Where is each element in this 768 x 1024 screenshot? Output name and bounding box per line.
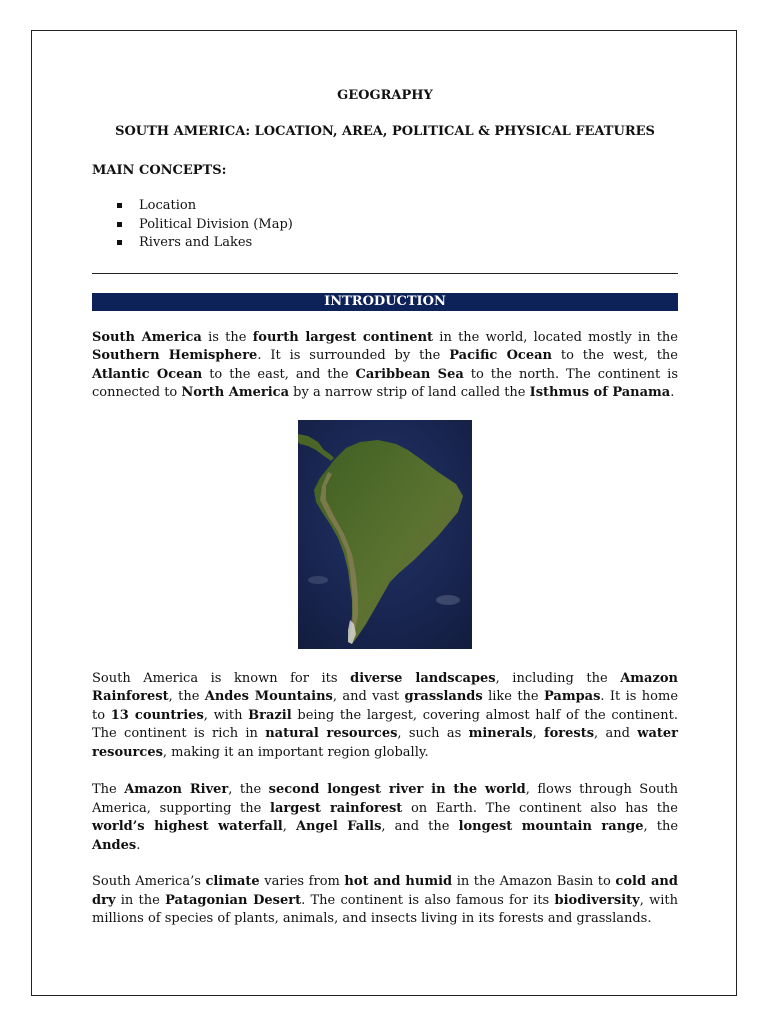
bold-term: Amazon Rainforest	[92, 670, 678, 704]
bold-term: cold and dry	[92, 874, 678, 908]
bold-term: Caribbean Sea	[355, 366, 464, 382]
horizontal-divider	[92, 273, 678, 274]
text-run: , with	[203, 707, 249, 723]
section-heading-bar: INTRODUCTION	[92, 293, 678, 311]
text-run: , making it an important region globally.	[162, 744, 429, 760]
text-run: , and vast	[332, 689, 405, 704]
text-run: ,	[282, 819, 296, 834]
bullet-icon	[117, 240, 122, 245]
bold-term: Pampas	[543, 689, 601, 704]
bold-term: South America	[92, 329, 202, 345]
paragraph	[92, 873, 678, 929]
text-run: , the	[643, 819, 679, 834]
bold-term: Angel Falls	[295, 819, 382, 834]
text-run: being the largest, covering almost half of the continent. The continent is rich in	[92, 707, 678, 741]
text-run: , and the	[381, 819, 459, 834]
paragraph	[92, 781, 678, 855]
bold-term: Brazil	[248, 707, 292, 723]
text-run: in the	[115, 892, 166, 908]
bold-term: hot and humid	[344, 874, 453, 889]
text-run: , including the	[495, 670, 621, 686]
list-item	[92, 234, 678, 253]
bold-term: biodiversity	[554, 892, 640, 908]
bold-term: Pacific Ocean	[449, 348, 552, 363]
concept-label: Rivers and Lakes	[139, 235, 253, 250]
bold-term: climate	[205, 874, 260, 889]
concept-label: Political Division (Map)	[139, 216, 293, 232]
south-america-satellite-map	[298, 420, 472, 649]
map-image	[298, 420, 472, 649]
text-run: varies from	[259, 874, 345, 889]
document-body	[92, 86, 678, 929]
bold-term: Southern Hemisphere	[92, 348, 258, 363]
bold-term: Amazon River	[124, 782, 229, 797]
topic-title: SOUTH AMERICA: LOCATION, AREA, POLITICAL & PHYSICAL FEATURES	[115, 124, 655, 139]
text-run: . The continent is also famous for its	[301, 892, 555, 908]
bold-term: fourth largest continent	[252, 329, 434, 345]
main-concepts-heading: MAIN CONCEPTS:	[92, 163, 227, 178]
text-run: South America is known for its	[92, 670, 351, 686]
cloud	[436, 595, 460, 605]
bold-term: North America	[181, 385, 290, 400]
bold-term: Isthmus of Panama	[529, 385, 671, 400]
text-run: .	[670, 385, 675, 400]
text-run: .	[136, 837, 141, 853]
text-run: to the west, the	[551, 348, 678, 363]
text-run: to the east, and the	[202, 366, 356, 382]
text-run: to the north. The continent is connected to	[92, 366, 679, 400]
text-run: is the	[201, 329, 253, 345]
bullet-icon	[117, 203, 122, 208]
paragraph	[92, 329, 678, 403]
bold-term: second longest river in the world	[268, 782, 526, 797]
bold-term: 13 countries	[110, 707, 204, 723]
text-run: , the	[168, 689, 205, 704]
text-run: , and	[594, 726, 638, 741]
list-item	[92, 197, 678, 216]
text-run: , the	[228, 782, 269, 797]
text-run: South America’s	[92, 874, 206, 889]
bold-term: forests	[544, 726, 595, 741]
list-item	[92, 216, 678, 235]
bold-term: Patagonian Desert	[165, 892, 302, 908]
text-run: in the Amazon Basin to	[452, 874, 616, 889]
text-run: in the world, located mostly in the	[433, 329, 678, 345]
bold-term: world’s highest waterfall	[92, 819, 283, 834]
text-run: ,	[532, 726, 545, 741]
concept-label: Location	[139, 198, 197, 213]
bold-term: minerals	[468, 726, 533, 741]
subject-title: GEOGRAPHY	[337, 88, 433, 103]
bold-term: natural resources	[265, 726, 398, 741]
text-run: . It is surrounded by the	[257, 348, 450, 363]
bold-term: water resources	[92, 726, 679, 760]
text-run: on Earth. The continent also has the	[402, 800, 679, 816]
text-run: The	[92, 782, 125, 797]
concepts-list	[92, 197, 678, 253]
bold-term: Atlantic Ocean	[92, 366, 203, 382]
text-run: like the	[482, 689, 544, 704]
bullet-icon	[117, 222, 122, 227]
bold-term: Andes	[92, 837, 137, 853]
bold-term: diverse landscapes	[350, 670, 496, 686]
text-run: , such as	[397, 726, 469, 741]
text-run: . It is home to	[92, 689, 679, 723]
bold-term: Andes Mountains	[204, 689, 333, 704]
bold-term: grasslands	[404, 689, 483, 704]
text-run: , flows through South America, supporting the	[92, 782, 679, 816]
text-run: by a narrow strip of land called the	[289, 385, 530, 400]
text-run: , with millions of species of plants, animals, and insects living in its forests and grasslands.	[92, 892, 678, 926]
bold-term: largest rainforest	[270, 800, 403, 816]
bold-term: longest mountain range	[458, 819, 644, 834]
cloud	[308, 576, 328, 584]
paragraph	[92, 670, 678, 763]
